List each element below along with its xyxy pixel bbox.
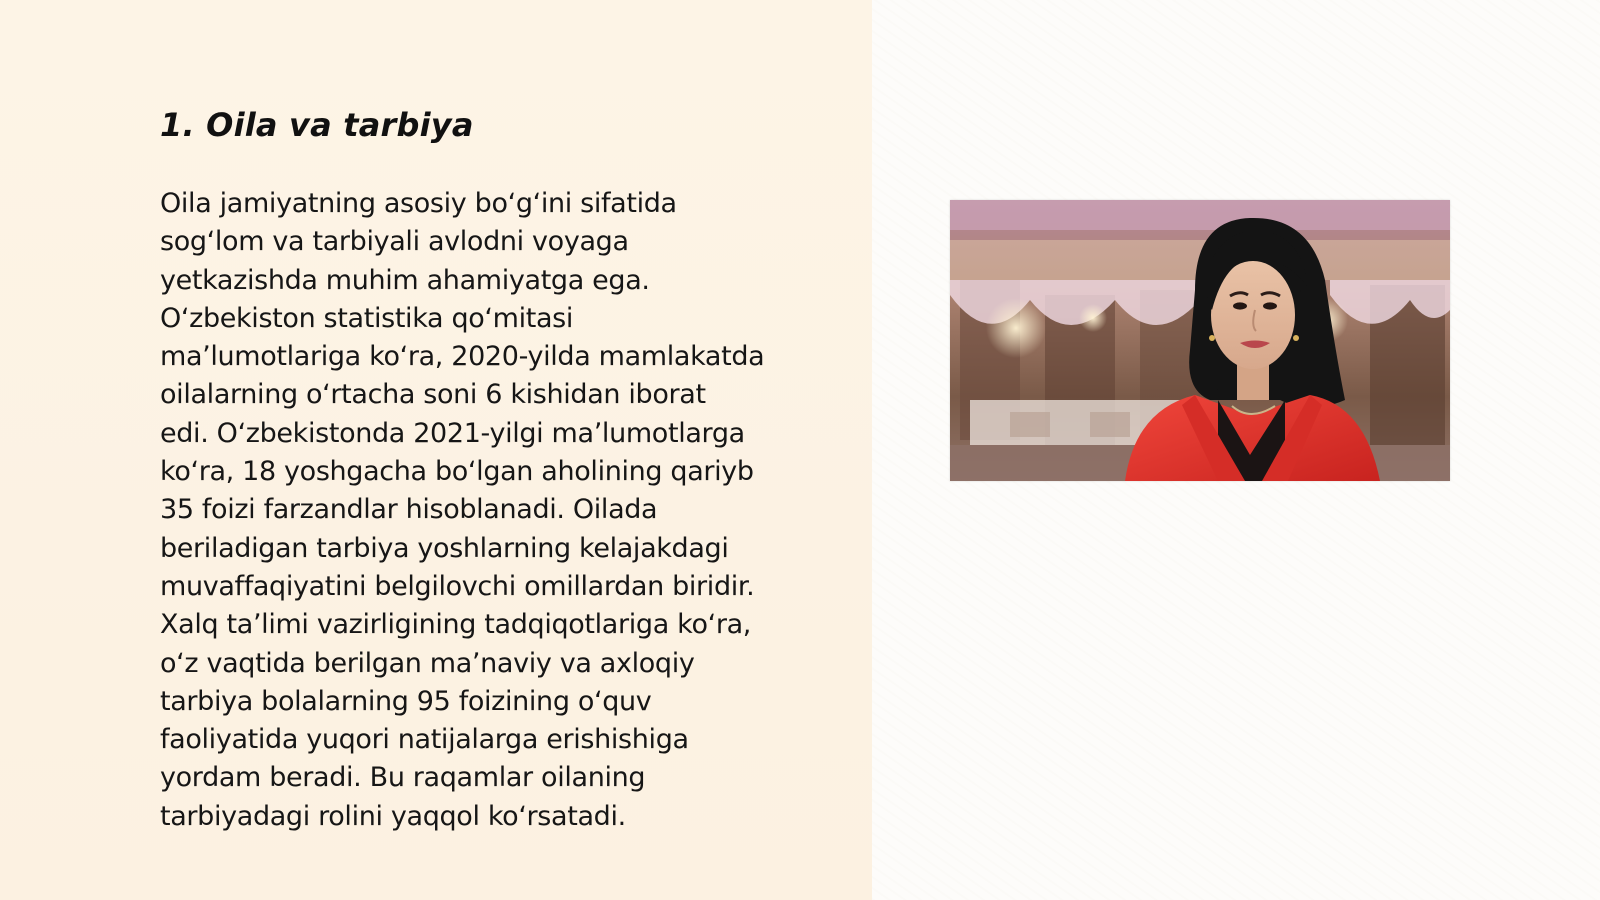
- portrait-photo: [950, 200, 1450, 481]
- section-title: 1. Oila va tarbiya: [160, 106, 474, 144]
- portrait-illustration: [950, 200, 1450, 481]
- body-paragraph: Oila jamiyatning asosiy boʻgʻini sifatida sogʻlom va tarbiyali avlodni voyaga yetkazishda muhim ahamiyatga ega. Oʻzbekiston statistika qoʻmitasi maʼlumotlariga koʻra, 2020-yilda mamlakatda oilalarning oʻrtacha soni 6 kishidan iborat edi. Oʻzbekistonda 2021-yilgi maʼlumotlarga koʻra, 18 yoshgacha boʻlgan aholining qariyb 35 foizi farzandlar hisoblanadi. Oilada beriladigan tarbiya yoshlarning kelajakdagi muvaffaqiyatini belgilovchi omillardan biridir. Xalq taʼlimi vazirligining tadqiqotlariga koʻra, oʻz vaqtida berilgan maʼnaviy va axloqiy tarbiya bolalarning 95 foizining oʻquv faoliyatida yuqori natijalarga erishishiga yordam beradi. Bu raqamlar oilaning tarbiyadagi rolini yaqqol koʻrsatadi.: [160, 188, 765, 832]
